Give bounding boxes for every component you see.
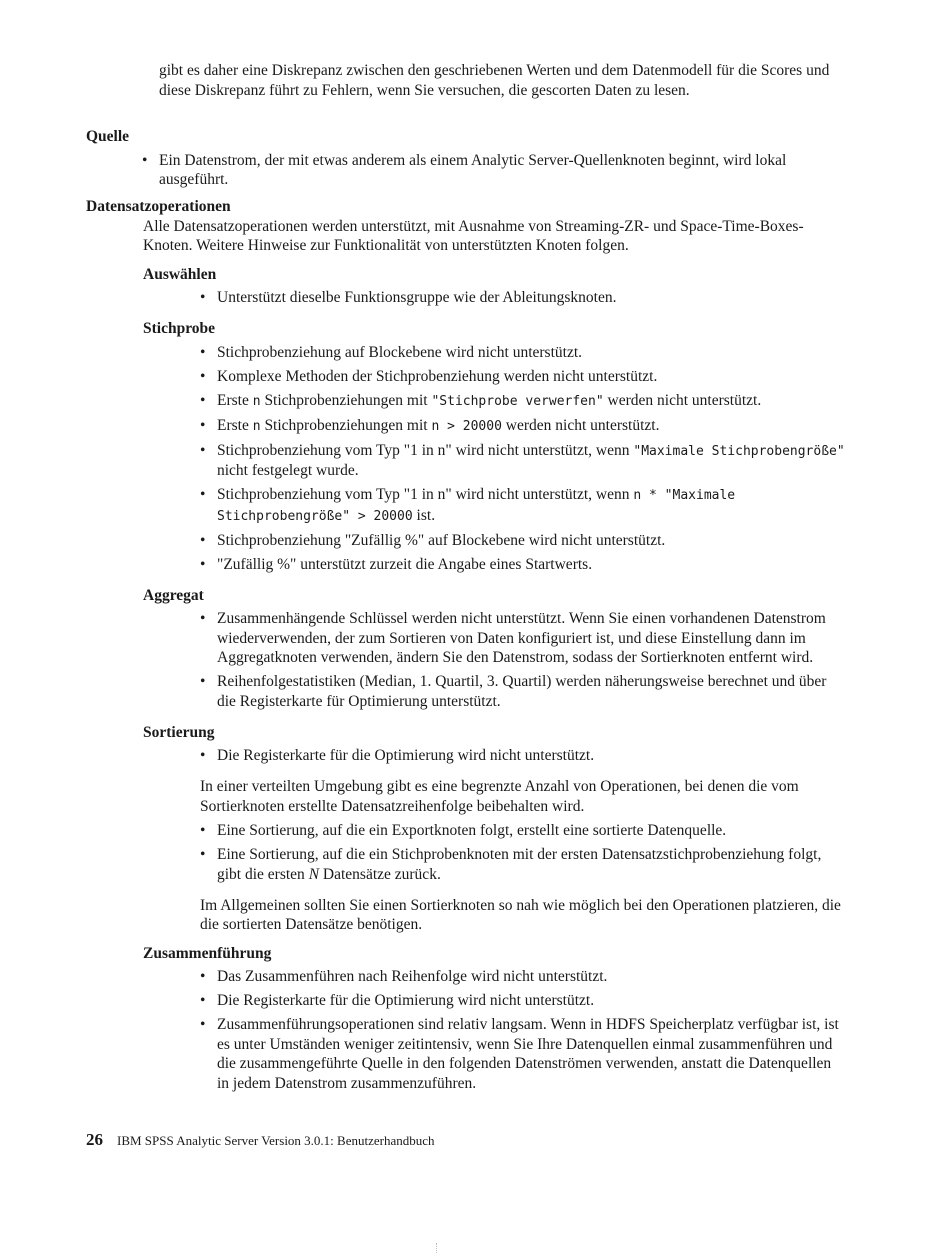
list-item: • Zusammenhängende Schlüssel werden nicht unterstützt. Wenn Sie einen vorhandenen Datenstrom wiederverwenden, der zum Sortieren von Daten konfiguriert ist, und diese Einstellung dann im Aggregatknoten verwenden, ändern Sie den Datenstrom, sodass der Sortierknoten entfernt wird.: [200, 609, 846, 668]
list-item: • Unterstützt dieselbe Funktionsgruppe wie der Ableitungsknoten.: [200, 288, 846, 308]
text-run: Stichprobenziehung vom Typ "1 in n" wird nicht unterstützt, wenn: [217, 441, 634, 459]
page-footer: [86, 1130, 435, 1151]
list-item: • Komplexe Methoden der Stichprobenziehung werden nicht unterstützt.: [200, 367, 846, 387]
page-number: 26: [86, 1130, 103, 1149]
text-run: Erste: [217, 391, 253, 409]
sortierung-list-2: [200, 821, 846, 884]
sortierung-list-1: [200, 746, 846, 766]
sortierung-paragraph-1: In einer verteilten Umgebung gibt es eine begrenzte Anzahl von Operationen, bei denen die vom Sortierknoten erstellte Datensatzreihenfolge beibehalten wird.: [200, 778, 799, 815]
code-run: n * "Maximale Stichprobengröße" > 20000: [217, 488, 736, 524]
code-run: n > 20000: [431, 418, 502, 434]
text-run: Eine Sortierung, auf die ein Stichprobenknoten mit der ersten Datensatzstichprobenziehung folgt, gibt die ersten: [217, 846, 822, 883]
list-item: • Stichprobenziehung auf Blockebene wird nicht unterstützt.: [200, 343, 846, 363]
list-item: • Die Registerkarte für die Optimierung wird nicht unterstützt.: [200, 991, 846, 1011]
list-item: [200, 845, 846, 884]
text-run: werden nicht unterstützt.: [603, 391, 762, 409]
quelle-list: [142, 151, 846, 190]
heading-zusammenfuehrung: Zusammenführung: [143, 944, 272, 962]
text-run: Stichprobenziehungen mit: [260, 416, 432, 434]
heading-datensatzoperationen: Datensatzoperationen: [86, 198, 231, 215]
heading-aggregat: Aggregat: [143, 586, 204, 604]
code-run: n: [252, 393, 261, 409]
text-run: werden nicht unterstützt.: [501, 416, 660, 434]
datensatz-paragraph: Alle Datensatzoperationen werden unterstützt, mit Ausnahme von Streaming-ZR- und Space-Time-Boxes-Knoten. Weitere Hinweise zur Funktionalität von unterstützten Knoten folgen.: [143, 217, 804, 254]
section-datensatzoperationen: [86, 197, 846, 1098]
list-item: • "Zufällig %" unterstützt zurzeit die Angabe eines Startwerts.: [200, 555, 846, 575]
list-item: [200, 391, 846, 412]
text-run: Stichprobenziehungen mit: [260, 391, 432, 409]
list-item: [200, 441, 846, 481]
list-item: • Zusammenführungsoperationen sind relativ langsam. Wenn in HDFS Speicherplatz verfügbar ist, ist es unter Umständen weniger zeitintensiv, wenn Sie Ihre Datenquellen einmal zusammenführen und die zusammengeführte Quelle in den folgenden Datenströmen verwenden, anstatt die Datenquellen in jedem Datenstrom zusammenzuführen.: [200, 1015, 846, 1093]
page-edge-mark: [436, 1243, 439, 1253]
list-item: • Stichprobenziehung "Zufällig %" auf Blockebene wird nicht unterstützt.: [200, 531, 846, 551]
code-run: "Stichprobe verwerfen": [431, 393, 604, 409]
list-item: • Reihenfolgestatistiken (Median, 1. Quartil, 3. Quartil) werden näherungsweise berechnet und über die Registerkarte für Optimierung unterstützt.: [200, 672, 846, 711]
auswaehlen-list: [200, 288, 846, 308]
section-quelle: [86, 127, 846, 194]
intro-paragraph: gibt es daher eine Diskrepanz zwischen den geschriebenen Werten und dem Datenmodell für die Scores und diese Diskrepanz führt zu Fehlern, wenn Sie versuchen, die gescorten Daten zu lesen.: [159, 62, 830, 99]
list-item: • Eine Sortierung, auf die ein Exportknoten folgt, erstellt eine sortierte Datenquelle.: [200, 821, 846, 841]
text-run: Erste: [217, 416, 253, 434]
list-item: [200, 416, 846, 437]
text-run: nicht festgelegt wurde.: [217, 462, 359, 479]
list-item: [200, 485, 846, 526]
text-run: ist.: [412, 506, 436, 524]
code-run: n: [252, 418, 261, 434]
heading-auswaehlen: Auswählen: [143, 265, 217, 283]
text-run: Stichprobenziehung vom Typ "1 in n" wird nicht unterstützt, wenn: [217, 486, 634, 503]
sortierung-paragraph-2: Im Allgemeinen sollten Sie einen Sortierknoten so nah wie möglich bei den Operationen platzieren, die die sortierten Datensätze benötigen.: [200, 896, 841, 933]
italic-run: N: [308, 865, 320, 883]
aggregat-list: [200, 609, 846, 711]
heading-quelle: Quelle: [86, 128, 130, 145]
stichprobe-list: [200, 343, 846, 575]
heading-stichprobe: Stichprobe: [143, 320, 216, 337]
list-item: • Das Zusammenführen nach Reihenfolge wird nicht unterstützt.: [200, 967, 846, 987]
zusammenfuehrung-list: [200, 967, 846, 1093]
heading-sortierung: Sortierung: [143, 723, 215, 741]
list-item: • Ein Datenstrom, der mit etwas anderem als einem Analytic Server-Quellenknoten beginnt, wird lokal ausgeführt.: [142, 151, 846, 190]
text-run: Datensätze zurück.: [319, 865, 441, 883]
list-item: • Die Registerkarte für die Optimierung wird nicht unterstützt.: [200, 746, 846, 766]
code-run: "Maximale Stichprobengröße": [633, 443, 845, 459]
footer-title: IBM SPSS Analytic Server Version 3.0.1: Benutzerhandbuch: [117, 1133, 435, 1148]
